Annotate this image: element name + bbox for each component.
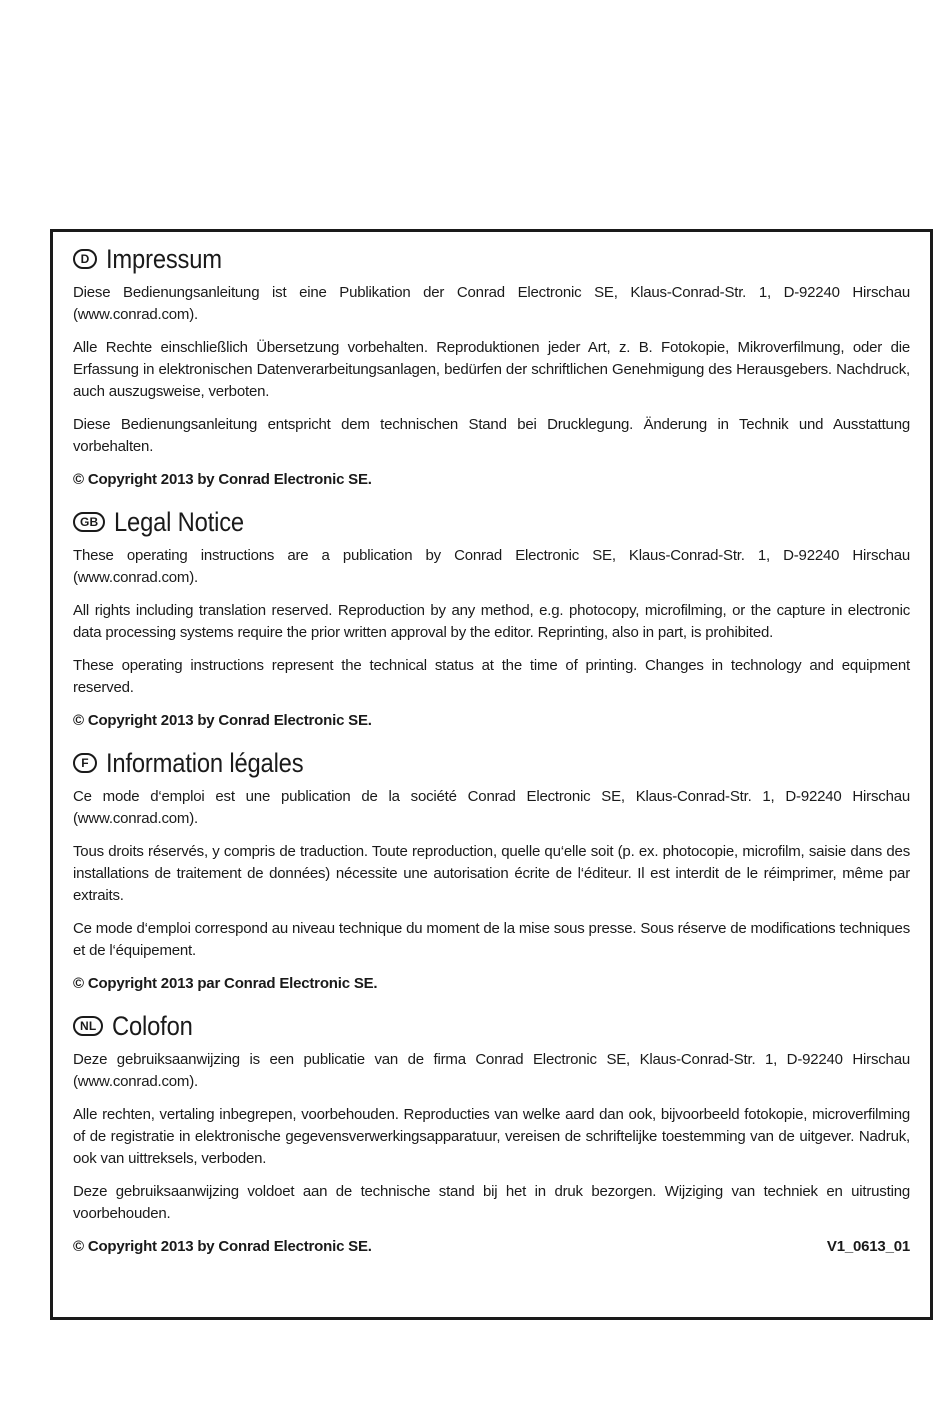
- section-impressum: [73, 240, 910, 491]
- section-title: Impressum: [106, 243, 222, 274]
- copyright-line: © Copyright 2013 par Conrad Electronic SE.: [73, 975, 378, 992]
- language-badge-de: D: [73, 249, 97, 269]
- paragraph-publisher: Ce mode d‘emploi est une publication de la société Conrad Electronic SE, Klaus-Conrad-Str. 1, D-92240 Hirschau (www.conrad.com).: [73, 788, 910, 827]
- section-heading: [73, 240, 910, 278]
- section-title: Legal Notice: [114, 506, 245, 537]
- legal-notice-box: [50, 229, 933, 1320]
- version-code: V1_0613_01: [826, 1238, 910, 1255]
- section-colofon: [73, 1007, 910, 1258]
- paragraph-status: These operating instructions represent the technical status at the time of printing. Changes in technology and equipment reserved.: [73, 657, 910, 696]
- footer-row: [73, 1236, 910, 1258]
- paragraph-rights: Tous droits réservés, y compris de traduction. Toute reproduction, quelle qu‘elle soit (p. ex. photocopie, microfilm, saisie dans des installations de traitement de données) nécessite une autorisation écrite de l‘éditeur. Il est interdit de le réimprimer, même par extraits.: [73, 843, 910, 904]
- paragraph-publisher: These operating instructions are a publication by Conrad Electronic SE, Klaus-Conrad-Str. 1, D-92240 Hirschau (www.conrad.com).: [73, 547, 910, 586]
- section-heading: [73, 744, 910, 782]
- paragraph-status: Ce mode d‘emploi correspond au niveau technique du moment de la mise sous presse. Sous réserve de modifications techniques et de l‘équipement.: [73, 920, 910, 959]
- language-badge-gb: GB: [73, 512, 105, 532]
- section-legal-notice: [73, 503, 910, 732]
- paragraph-rights: Alle Rechte einschließlich Übersetzung vorbehalten. Reproduktionen jeder Art, z. B. Fotokopie, Mikroverfilmung, oder die Erfassung in elektronischen Datenverarbeitungsanlagen, bedürfen der schriftlichen Genehmigung des Herausgebers. Nachdruck, auch auszugsweise, verboten.: [73, 339, 910, 400]
- paragraph-status: Deze gebruiksaanwijzing voldoet aan de technische stand bij het in druk bezorgen. Wijziging van techniek en uitrusting voorbehouden.: [73, 1183, 910, 1222]
- section-heading: [73, 1007, 910, 1045]
- language-badge-nl: NL: [73, 1016, 103, 1036]
- section-heading: [73, 503, 910, 541]
- language-badge-fr: F: [73, 753, 97, 773]
- paragraph-rights: Alle rechten, vertaling inbegrepen, voorbehouden. Reproducties van welke aard dan ook, bijvoorbeeld fotokopie, microverfilming of de registratie in elektronische gegevensverwerkingsapparatuur, vereisen de schriftelijke toestemming van de uitgever. Nadruk, ook van uittreksels, verboden.: [73, 1106, 910, 1167]
- paragraph-rights: All rights including translation reserved. Reproduction by any method, e.g. photocopy, microfilming, or the capture in electronic data processing systems require the prior written approval by the editor. Reprinting, also in part, is prohibited.: [73, 602, 910, 641]
- copyright-line: © Copyright 2013 by Conrad Electronic SE.: [73, 712, 372, 729]
- section-title: Colofon: [112, 1010, 194, 1041]
- paragraph-publisher: Diese Bedienungsanleitung ist eine Publikation der Conrad Electronic SE, Klaus-Conrad-Str. 1, D-92240 Hirschau (www.conrad.com).: [73, 284, 910, 323]
- section-title: Information légales: [106, 747, 304, 778]
- legal-notice-content: [73, 240, 910, 1258]
- paragraph-status: Diese Bedienungsanleitung entspricht dem technischen Stand bei Drucklegung. Änderung in Technik und Ausstattung vorbehalten.: [73, 416, 910, 455]
- copyright-line: © Copyright 2013 by Conrad Electronic SE.: [73, 471, 372, 488]
- copyright-line: © Copyright 2013 by Conrad Electronic SE.: [73, 1238, 372, 1255]
- section-information-legales: [73, 744, 910, 995]
- paragraph-publisher: Deze gebruiksaanwijzing is een publicatie van de firma Conrad Electronic SE, Klaus-Conrad-Str. 1, D-92240 Hirschau (www.conrad.com).: [73, 1051, 910, 1090]
